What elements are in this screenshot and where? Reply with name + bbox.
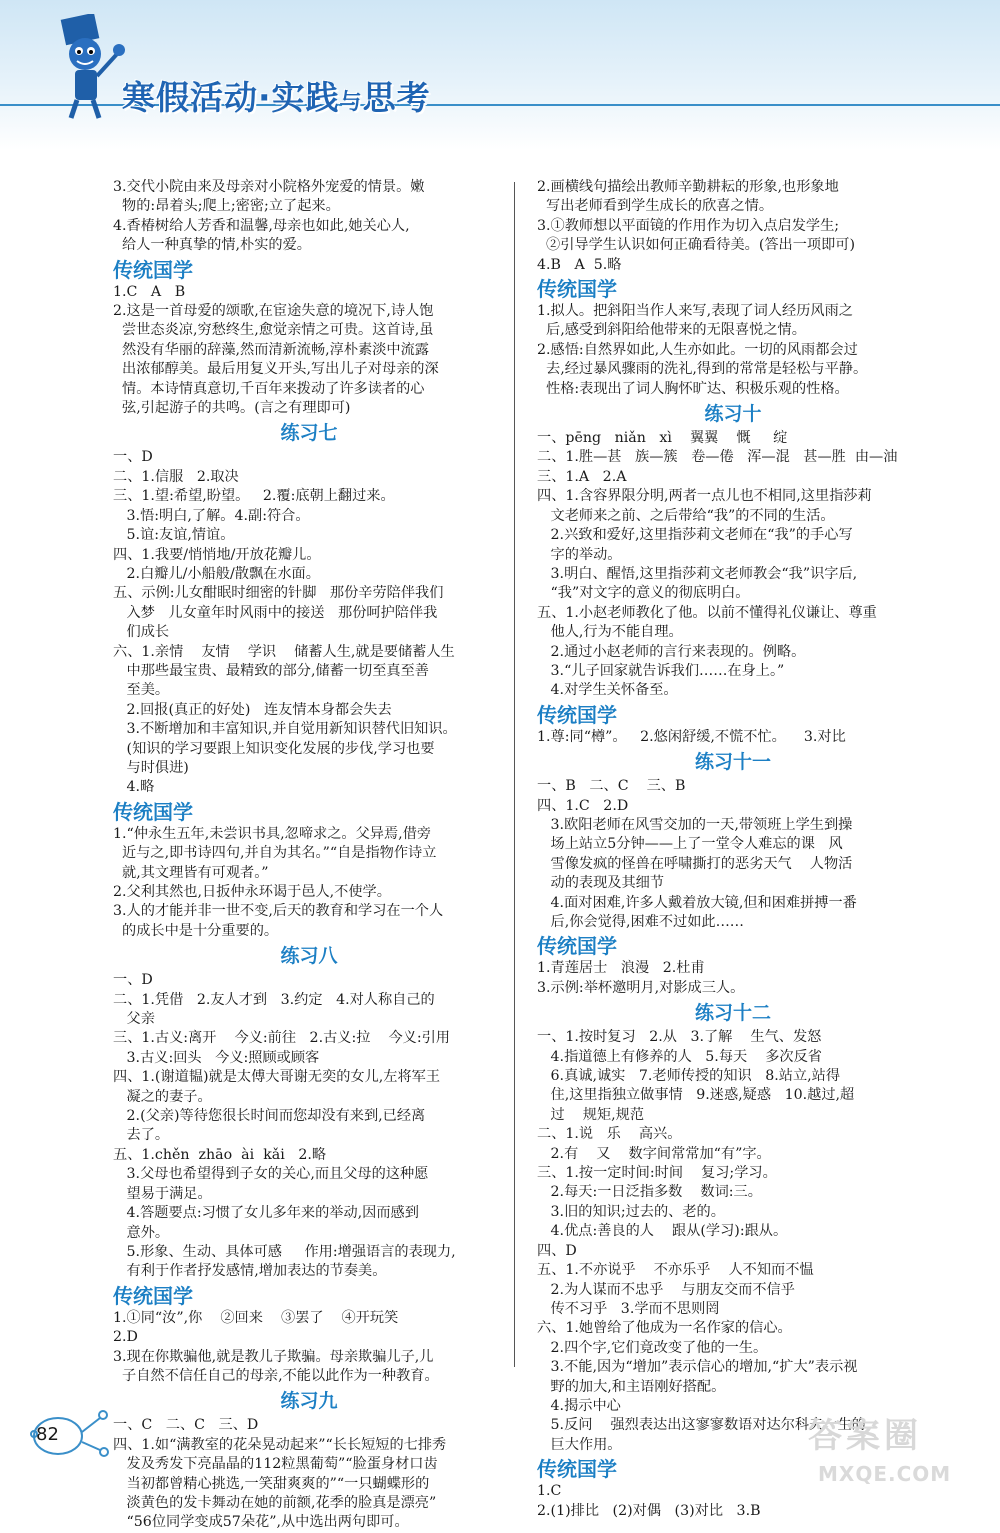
answer-line: 3.悟:明白,了解。4.副:符合。 (113, 507, 310, 524)
answer-line: 五、1.不亦说乎 不亦乐乎 人不知而不愠 (537, 1262, 814, 1279)
answer-line: 2.D (113, 1329, 138, 1346)
answer-line: 雪像发疯的怪兽在呼啸撕打的恶劣天气 人物活 (537, 855, 853, 872)
answer-line: 字的举动。 (537, 546, 622, 563)
answer-line: 4.对学生关怀备至。 (537, 682, 678, 699)
answer-line: 二、1.胜—甚 族—簇 卷—倦 浑—混 甚—胜 由—油 (537, 449, 898, 466)
answer-line: 三、1.望:希望,盼望。 2.覆:底朝上翻过来。 (113, 488, 395, 505)
answer-line: 2.(1)排比 (2)对偶 (3)对比 3.B (537, 1502, 761, 1519)
answer-line: 3.现在你欺骗他,就是教儿子欺骗。母亲欺骗儿子,儿 (113, 1348, 434, 1365)
answer-line: 3.不断增加和丰富知识,并自觉用新知识替代旧知识。 (113, 721, 457, 738)
section-heading: 传统国学 (113, 1283, 193, 1308)
answer-line: 2.每天:一日泛指多数 数词:三。 (537, 1184, 762, 1201)
answer-line: 住,这里指独立做事情 9.迷惑,疑惑 10.越过,超 (537, 1087, 855, 1104)
answer-line: 1.C (537, 1483, 562, 1500)
answer-line: 5.形象、生动、具体可感 作用:增强语言的表现力, (113, 1243, 456, 1260)
answer-line: 2.这是一首母爱的颂歌,在宦途失意的境况下,诗人饱 (113, 303, 434, 320)
exercise-heading: 练习十一 (694, 751, 771, 774)
answer-line: 2.兴致和爱好,这里指莎莉文老师在“我”的手心写 (537, 527, 853, 544)
answer-line: 3.①教师想以平面镜的作用作为切入点启发学生; (537, 217, 840, 234)
answer-line: 3.人的才能并非一世不变,后天的教育和学习在一个人 (113, 903, 444, 920)
answer-line: 一、B 二、C 三、B (537, 778, 686, 795)
answer-line: 2.四个字,它们竟改变了他的一生。 (537, 1339, 768, 1356)
answer-line: 给人一种真挚的情,朴实的爱。 (113, 237, 311, 254)
answer-line: 2.(父亲)等待您很长时间而您却没有来到,已经离 (113, 1108, 426, 1125)
answer-line: 去了。 (113, 1127, 170, 1144)
answer-line: 入梦 儿女童年时风雨中的接送 那份呵护陪伴我 (113, 604, 438, 621)
answer-line: 4.略 (113, 779, 155, 796)
answer-line: 4.香椿树给人芳香和温馨,母亲也如此,她关心人, (113, 217, 410, 234)
answer-line: 6.真诚,诚实 7.老师传授的知识 8.站立,站得 (537, 1068, 841, 1085)
answer-line: 2.画横线句描绘出教师辛勤耕耘的形象,也形象地 (537, 179, 839, 195)
answer-line: 望易于满足。 (113, 1185, 212, 1202)
answer-line: 情。本诗情真意切,千百年来拨动了许多读者的心 (113, 380, 425, 397)
answer-line: 2.父利其然也,日扳仲永环谒于邑人,不使学。 (113, 884, 391, 900)
answer-line: 们成长 (113, 624, 170, 641)
answer-line: 六、1.亲情 友情 学识 储蓄人生,就是要储蓄人生 (113, 643, 455, 660)
answer-line: 写出老师看到学生成长的欣喜之情。 (537, 198, 774, 215)
answer-line: 凝之的妻子。 (113, 1088, 212, 1105)
page-number: 82 (36, 1424, 59, 1445)
exercise-heading: 练习七 (280, 422, 338, 445)
answer-line: 六、1.她曾给了他成为一名作家的信心。 (537, 1320, 792, 1337)
answer-line: 动的表现及其细节 (537, 875, 665, 892)
exercise-heading: 练习十二 (694, 1002, 771, 1025)
answer-line: 1.拟人。把斜阳当作人来写,表现了词人经历风雨之 (537, 303, 853, 320)
answer-line: 子自然不信任自己的母亲,不能以此作为一种教育。 (113, 1367, 439, 1384)
answer-line: 一、pēng niǎn xì 翼翼 慨 绽 (537, 430, 788, 447)
answer-line: 弦,引起游子的共鸣。(言之有理即可) (113, 400, 351, 417)
answer-line: 一、1.按时复习 2.从 3.了解 生气、发怒 (537, 1029, 822, 1046)
answer-line: 去,经过暴风骤雨的洗礼,得到的常常是轻松与平静。 (537, 361, 868, 378)
answer-line: 尝世态炎凉,穷愁终生,愈觉亲情之可贵。这首诗,虽 (113, 322, 434, 339)
answer-line: 五、示例:儿女酣眠时细密的针脚 那份辛劳陪伴我们 (113, 585, 444, 602)
answer-line: 3.交代小院由来及母亲对小院格外宠爱的情景。嫩 (113, 179, 425, 195)
answer-line: (知识的学习要跟上知识变化发展的步伐,学习也要 (113, 740, 435, 757)
answer-line: 2.回报(真正的好处) 连友情本身都会失去 (113, 701, 392, 718)
answer-line: 1.C A B (113, 283, 186, 300)
answer-line: “我”对文字的意义的彻底明白。 (537, 585, 750, 602)
answer-line: 中那些最宝贵、最精致的部分,储蓄一切至真至善 (113, 662, 429, 679)
answer-line: 1.①同“汝”,你 ②回来 ③罢了 ④开玩笑 (113, 1309, 399, 1326)
answer-line: 二、1.信服 2.取决 (113, 468, 239, 485)
answer-line: 一、D (113, 449, 153, 466)
answer-line: 出浓郁醇美。最后用复义开头,写出儿子对母亲的深 (113, 361, 439, 378)
header-title: 寒假活动·实践与思考 (122, 78, 431, 117)
answer-line: 的成长中是十分重要的。 (113, 922, 279, 939)
answer-line: 与时俱进) (113, 759, 189, 776)
left-column (113, 178, 505, 1533)
answer-line: 场上站立5分钟——上了一堂令人难忘的课 风 (537, 836, 843, 853)
answer-line: 3.父母也希望得到子女的关心,而且父母的这种愿 (113, 1166, 429, 1183)
exercise-heading: 练习九 (280, 1390, 338, 1413)
answer-line: 4.优点:善良的人 跟从(学习):跟从。 (537, 1223, 788, 1240)
answer-line: 5.反问 强烈表达出这寥寥数语对达尔科夫一生的 (537, 1417, 866, 1434)
answer-line: 父亲 (113, 1011, 155, 1028)
answer-line: 三、1.A 2.A (537, 468, 627, 485)
answer-line: 三、1.按一定时间:时间 复习;学习。 (537, 1165, 777, 1182)
answer-line: 2.通过小赵老师的言行来表现的。例略。 (537, 643, 806, 660)
answer-line: 2.感悟:自然界如此,人生亦如此。一切的风雨都会过 (537, 341, 858, 358)
answer-line: 4.揭示中心 (537, 1397, 621, 1414)
answer-line: 他人,行为不能自理。 (537, 624, 683, 641)
answer-line: 五、1.小赵老师教化了他。以前不懂得礼仪谦让、尊重 (537, 604, 877, 621)
answer-line: 野的加大,和主语刚好搭配。 (537, 1378, 726, 1395)
answer-line: 有利于作者抒发感情,增加表达的节奏美。 (113, 1263, 387, 1280)
answer-line: 3.旧的知识;过去的、老的。 (537, 1203, 725, 1220)
answer-line: 3.不能,因为“增加”表示信心的增加,“扩大”表示视 (537, 1359, 858, 1376)
answer-line: 1.青莲居士 浪漫 2.杜甫 (537, 960, 705, 977)
answer-line: 就,其文理皆有可观者。” (113, 864, 269, 881)
answer-line: ②引导学生认识如何正确看待美。(答出一项即可) (537, 237, 856, 254)
answer-line: 5.谊:友谊,情谊。 (113, 527, 235, 544)
answer-line: 然没有华丽的辞藻,然而清新流畅,淳朴素淡中流露 (113, 341, 429, 358)
answer-line: 4.指道德上有修养的人 5.每天 多次反省 (537, 1048, 822, 1065)
answer-line: 淡黄色的发卡舞动在她的前额,花季的脸真是漂亮” (113, 1494, 437, 1511)
answer-line: 后,感受到斜阳给他带来的无限喜悦之情。 (537, 322, 806, 339)
answer-line: 3.古义:回头 今义:照顾或顾客 (113, 1049, 320, 1066)
answer-line: 三、1.古义:离开 今义:前往 2.古义:拉 今义:引用 (113, 1030, 450, 1047)
answer-line: 3.欧阳老师在风雪交加的一天,带领班上学生到操 (537, 816, 853, 833)
answer-line: 一、D (113, 972, 153, 989)
answer-line: 四、1.含容界限分明,两者一点儿也不相同,这里指莎莉 (537, 488, 872, 505)
right-column (537, 178, 929, 1521)
answer-line: 2.为人谋而不忠乎 与朋友交而不信乎 (537, 1281, 795, 1298)
answer-line: 二、1.凭借 2.友人才到 3.约定 4.对人称自己的 (113, 991, 435, 1008)
answer-line: 四、D (537, 1242, 577, 1259)
answer-line: 性格:表现出了词人胸怀旷达、积极乐观的性格。 (537, 380, 849, 397)
answer-line: 1.“仲永生五年,未尝识书具,忽啼求之。父异焉,借旁 (113, 825, 432, 842)
answer-line: 4.面对困难,许多人戴着放大镜,但和困难拼搏一番 (537, 894, 857, 911)
answer-line: 3.示例:举杯邀明月,对影成三人。 (537, 979, 745, 996)
exercise-heading: 练习八 (280, 945, 338, 968)
answer-line: 文老师来之前、之后带给“我”的不同的生活。 (537, 507, 835, 524)
answer-line: 2.白瓣儿/小船般/散飘在水面。 (113, 565, 320, 582)
column-divider (514, 182, 515, 1367)
answer-line: 3.明白、醒悟,这里指莎莉文老师教会“我”识字后, (537, 565, 858, 582)
answer-line: 2.有 又 数字间常常加“有”字。 (537, 1145, 771, 1162)
answer-line: 二、1.说 乐 高兴。 (537, 1126, 682, 1143)
answer-line: 物的:昂着头;爬上;密密;立了起来。 (113, 198, 340, 215)
answer-line: 四、1.C 2.D (537, 797, 629, 814)
answer-line: 四、1.如“满教室的花朵晃动起来”“长长短短的七排秀 (113, 1436, 447, 1453)
answer-line: 近与之,即书诗四句,并自为其名。”“自是指物作诗立 (113, 845, 437, 862)
exercise-heading: 练习十 (704, 403, 762, 426)
section-heading: 传统国学 (537, 277, 617, 302)
answer-line: 4.B A 5.略 (537, 256, 622, 273)
answer-line: 发及秀发下亮晶晶的112粒黑葡萄”“脸蛋身材口齿 (113, 1456, 438, 1473)
answer-line: 4.答题要点:习惯了女儿多年来的举动,因而感到 (113, 1205, 419, 1222)
answer-line: 后,你会觉得,困难不过如此…… (537, 914, 744, 930)
answer-line: 一、C 二、C 三、D (113, 1417, 259, 1434)
answer-line: 四、1.(谢道韫)就是太傅大哥谢无奕的女儿,左将军王 (113, 1069, 441, 1086)
answer-line: 五、1.chěn zhāo ài kǎi 2.略 (113, 1146, 327, 1163)
answer-line: 过 规矩,规范 (537, 1106, 645, 1123)
answer-line: 3.“儿子回家就告诉我们……在身上。” (537, 662, 785, 679)
answer-line: 意外。 (113, 1224, 170, 1241)
answer-line: 四、1.我要/悄悄地/开放花瓣儿。 (113, 546, 321, 563)
answer-line: “56位同学变成57朵花”,从中选出两句即可。 (113, 1514, 409, 1531)
answer-line: 至美。 (113, 682, 170, 699)
section-heading: 传统国学 (537, 702, 617, 727)
section-heading: 传统国学 (113, 257, 193, 282)
answer-line: 当初都曾精心挑选,一笑甜爽爽的”“一只蝴蝶形的 (113, 1475, 430, 1492)
watermark-url: MXQE.COM (818, 1462, 952, 1486)
section-heading: 传统国学 (537, 1457, 617, 1482)
answer-line: 巨大作用。 (537, 1436, 622, 1453)
answer-line: 1.尊:同“樽”。 2.悠闲舒缓,不慌不忙。 3.对比 (537, 728, 846, 745)
answer-line: 传不习乎 3.学而不思则罔 (537, 1300, 720, 1317)
section-heading: 传统国学 (537, 934, 617, 959)
section-heading: 传统国学 (113, 799, 193, 824)
watermark: 答案圈 (808, 1416, 922, 1456)
